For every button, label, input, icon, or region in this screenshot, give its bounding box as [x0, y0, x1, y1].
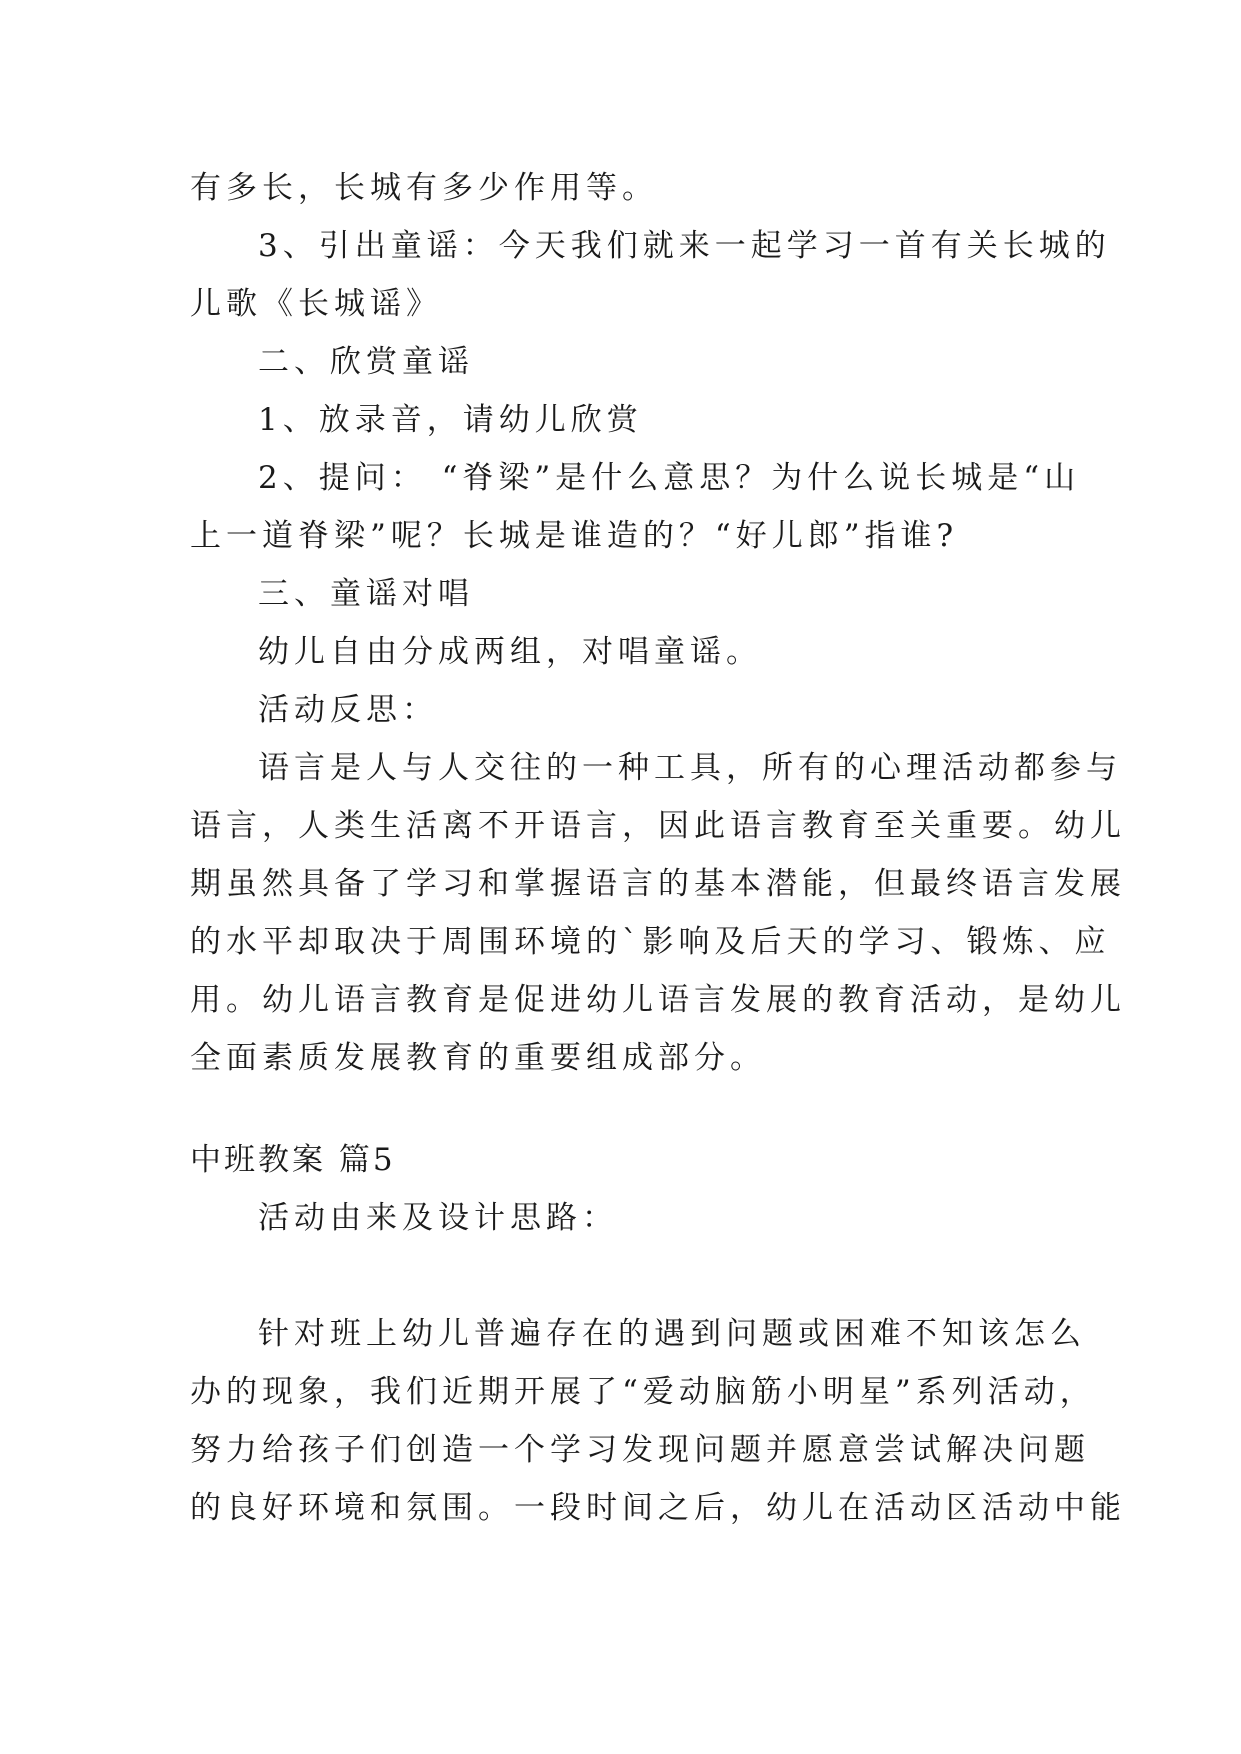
section-heading: 三、童谣对唱: [258, 576, 474, 612]
lesson-title: 中班教案 篇5: [190, 1142, 396, 1178]
paragraph-line: 努力给孩子们创造一个学习发现问题并愿意尝试解决问题: [190, 1432, 1090, 1468]
paragraph-line: 3、引出童谣：今天我们就来一起学习一首有关长城的: [258, 228, 1111, 264]
section-heading: 活动反思：: [258, 692, 438, 728]
paragraph-line: 全面素质发展教育的重要组成部分。: [190, 1040, 766, 1076]
paragraph-line: 办的现象，我们近期开展了“爱动脑筋小明星”系列活动，: [190, 1374, 1096, 1410]
paragraph-line: 上一道脊梁”呢？长城是谁造的？“好儿郎”指谁?: [190, 518, 959, 554]
paragraph-line: 针对班上幼儿普遍存在的遇到问题或困难不知该怎么: [258, 1316, 1086, 1352]
paragraph-line: 的水平却取决于周围环境的`影响及后天的学习、锻炼、应: [190, 924, 1111, 960]
paragraph-line: 有多长，长城有多少作用等。: [190, 170, 658, 206]
paragraph-line: 语言是人与人交往的一种工具，所有的心理活动都参与: [258, 750, 1122, 786]
paragraph-line: 用。幼儿语言教育是促进幼儿语言发展的教育活动，是幼儿: [190, 982, 1126, 1018]
section-heading: 活动由来及设计思路：: [258, 1200, 618, 1236]
paragraph-line: 语言，人类生活离不开语言，因此语言教育至关重要。幼儿: [190, 808, 1126, 844]
paragraph-line: 幼儿自由分成两组，对唱童谣。: [258, 634, 762, 670]
paragraph-line: 的良好环境和氛围。一段时间之后，幼儿在活动区活动中能: [190, 1490, 1126, 1526]
paragraph-line: 1、放录音，请幼儿欣赏: [258, 402, 643, 438]
section-heading: 二、欣赏童谣: [258, 344, 474, 380]
paragraph-line: 期虽然具备了学习和掌握语言的基本潜能，但最终语言发展: [190, 866, 1126, 902]
paragraph-line: 2、提问： “脊梁”是什么意思？为什么说长城是“山: [258, 460, 1081, 496]
paragraph-line: 儿歌《长城谣》: [190, 286, 442, 322]
